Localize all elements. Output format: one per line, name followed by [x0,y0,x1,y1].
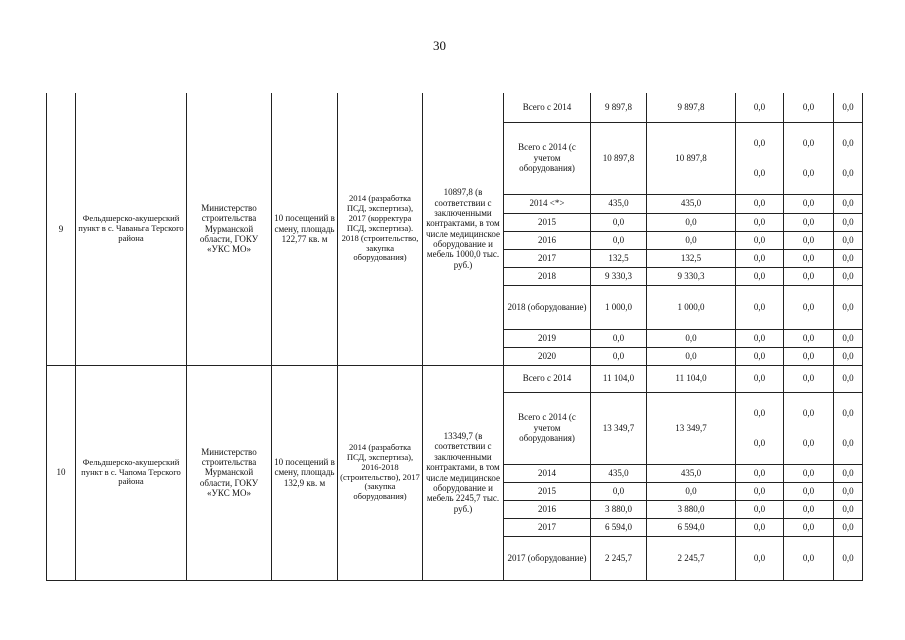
investment-table [46,93,863,581]
value-cell: 3 880,0 [647,500,736,518]
value-cell: 6 594,0 [647,518,736,536]
value-cell: 0,0 [784,194,834,213]
value-cell: 9 897,8 [647,93,736,122]
value-cell: 435,0 [591,464,647,482]
value-cell: 0,0 [736,249,784,267]
value-cell: 0,0 [591,347,647,365]
value-cell: 0,0 [736,194,784,213]
value-cell: 0,0 [834,482,863,500]
value-cell: 0,0 [834,213,863,231]
value-cell: 1 000,0 [591,285,647,329]
value-cell: 0,0 [647,482,736,500]
value-cell: 0,0 [784,285,834,329]
estimated-cost: 13349,7 (в соответствии с заключенными контрактами, в том числе медицинское оборудование и мебель 2245,7 тыс. руб.) [423,365,504,580]
value-cell: 0,0 [591,482,647,500]
value-cell: 0,0 [834,285,863,329]
table-row [47,93,863,122]
year-label: 2017 [504,249,591,267]
capacity: 10 посещений в смену, площадь 122,77 кв. м [272,93,338,365]
value-cell: 0,0 [736,329,784,347]
year-label: 2017 [504,518,591,536]
value-bottom: 0,0 [753,437,766,448]
value-cell: 0,0 [647,231,736,249]
value-cell: 0,0 [736,231,784,249]
value-cell: 0,0 [736,267,784,285]
value-cell: 0,0 [834,194,863,213]
value-cell: 13 349,7 [647,392,736,464]
year-label: 2019 [504,329,591,347]
value-cell: 0,0 [736,536,784,580]
value-cell [736,392,784,464]
value-cell: 0,0 [736,500,784,518]
implementation-period: 2014 (разработка ПСД, экспертиза), 2017 (корректура ПСД, экспертиза). 2018 (строительство, закупка оборудования) [338,93,423,365]
value-cell: 6 594,0 [591,518,647,536]
value-cell: 0,0 [784,482,834,500]
value-bottom: 0,0 [753,167,766,178]
year-label: Всего с 2014 [504,365,591,392]
value-cell: 2 245,7 [647,536,736,580]
value-cell: 0,0 [834,464,863,482]
value-cell: 0,0 [784,267,834,285]
table-row [47,365,863,392]
value-cell: 0,0 [591,213,647,231]
value-top: 0,0 [842,138,854,148]
value-bottom: 0,0 [802,167,815,178]
year-label: 2014 [504,464,591,482]
value-cell: 0,0 [591,329,647,347]
value-top: 0,0 [802,408,815,418]
value-bottom: 0,0 [802,437,815,448]
value-cell: 3 880,0 [591,500,647,518]
year-label: 2014 <*> [504,194,591,213]
value-bottom: 0,0 [842,167,854,178]
value-cell: 0,0 [834,267,863,285]
value-cell: 0,0 [736,464,784,482]
value-cell: 0,0 [784,93,834,122]
capacity: 10 посещений в смену, площадь 132,9 кв. м [272,365,338,580]
value-cell: 0,0 [784,249,834,267]
value-cell: 0,0 [834,93,863,122]
value-cell: 0,0 [784,231,834,249]
year-label: Всего с 2014 (с учетом оборудования) [504,392,591,464]
value-cell: 1 000,0 [647,285,736,329]
row-number: 9 [47,93,76,365]
customer: Министерство строительства Мурманской области, ГОКУ «УКС МО» [187,365,272,580]
value-cell: 0,0 [834,365,863,392]
value-cell: 0,0 [736,365,784,392]
value-cell: 9 897,8 [591,93,647,122]
year-label: 2015 [504,482,591,500]
value-cell: 9 330,3 [591,267,647,285]
value-cell: 0,0 [784,347,834,365]
value-top: 0,0 [802,138,815,148]
value-cell: 0,0 [784,518,834,536]
estimated-cost: 10897,8 (в соответствии с заключенными контрактами, в том числе медицинское оборудование и мебель 1000,0 тыс. руб.) [423,93,504,365]
customer: Министерство строительства Мурманской области, ГОКУ «УКС МО» [187,93,272,365]
value-cell: 0,0 [647,213,736,231]
value-cell: 132,5 [591,249,647,267]
year-label: 2016 [504,231,591,249]
value-cell [834,122,863,194]
page-number: 30 [433,38,446,53]
value-cell: 0,0 [736,482,784,500]
object-name: Фельдшерско-акушерский пункт в с. Чапома Терского района [76,365,187,580]
value-cell: 0,0 [784,213,834,231]
value-cell: 0,0 [736,347,784,365]
value-cell: 0,0 [834,518,863,536]
value-cell: 0,0 [834,347,863,365]
row-number: 10 [47,365,76,580]
value-cell: 435,0 [591,194,647,213]
value-cell: 0,0 [784,329,834,347]
value-cell: 0,0 [736,285,784,329]
value-cell: 0,0 [834,500,863,518]
value-cell [784,122,834,194]
value-cell: 0,0 [834,231,863,249]
year-label: Всего с 2014 (с учетом оборудования) [504,122,591,194]
value-cell: 13 349,7 [591,392,647,464]
value-cell: 435,0 [647,464,736,482]
value-cell [784,392,834,464]
value-cell [834,392,863,464]
value-cell: 435,0 [647,194,736,213]
value-cell: 2 245,7 [591,536,647,580]
year-label: Всего с 2014 [504,93,591,122]
value-cell [736,122,784,194]
object-name: Фельдшерско-акушерский пункт в с. Чаваньга Терского района [76,93,187,365]
value-cell: 0,0 [784,365,834,392]
value-cell: 0,0 [647,347,736,365]
value-cell: 0,0 [647,329,736,347]
value-cell: 0,0 [834,249,863,267]
implementation-period: 2014 (разработка ПСД, экспертиза), 2016-2018 (строительство), 2017 (закупка оборудования) [338,365,423,580]
value-cell: 0,0 [784,464,834,482]
year-label: 2016 [504,500,591,518]
value-cell: 0,0 [834,329,863,347]
value-top: 0,0 [753,138,766,148]
value-cell: 11 104,0 [647,365,736,392]
value-cell: 0,0 [591,231,647,249]
value-cell: 11 104,0 [591,365,647,392]
value-cell: 0,0 [736,518,784,536]
value-top: 0,0 [842,408,854,418]
value-top: 0,0 [753,408,766,418]
value-cell: 10 897,8 [591,122,647,194]
value-cell: 132,5 [647,249,736,267]
value-cell: 0,0 [736,93,784,122]
year-label: 2017 (оборудование) [504,536,591,580]
year-label: 2015 [504,213,591,231]
value-bottom: 0,0 [842,437,854,448]
value-cell: 10 897,8 [647,122,736,194]
value-cell: 0,0 [736,213,784,231]
value-cell: 0,0 [784,500,834,518]
year-label: 2018 [504,267,591,285]
year-label: 2020 [504,347,591,365]
value-cell: 9 330,3 [647,267,736,285]
value-cell: 0,0 [834,536,863,580]
year-label: 2018 (оборудование) [504,285,591,329]
value-cell: 0,0 [784,536,834,580]
